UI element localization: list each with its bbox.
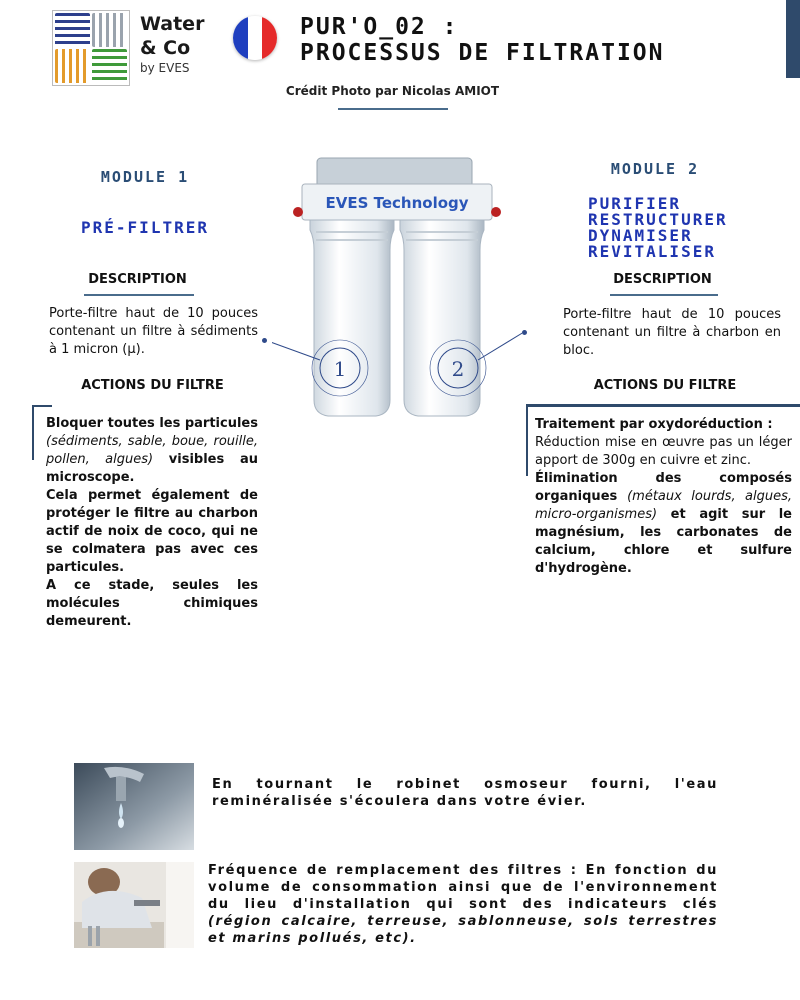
title-line-2: PROCESSUS DE FILTRATION: [300, 40, 665, 66]
replacement-frequency-text: [208, 862, 718, 947]
credit-divider: [338, 108, 448, 110]
brand-line-1: Water: [140, 13, 205, 35]
logo-quadrant-flame-icon: [55, 49, 90, 83]
pointer-dot-left: [262, 338, 267, 343]
module2-actions-heading: ACTIONS DU FILTRE: [593, 378, 737, 393]
french-flag-icon: [233, 16, 277, 60]
page-title: [300, 14, 665, 66]
water-and-co-logo: [52, 10, 130, 86]
module1-actions-bold-1: Bloquer toutes les particules: [46, 416, 258, 431]
plumber-photo: [74, 862, 194, 948]
module2-actions-p1-text: Réduction mise en œuvre pas un léger apport de 300g en cuivre et zinc.: [535, 435, 792, 468]
brand-name: [140, 12, 204, 76]
module1-actions-bold-2: visibles au microscope.: [46, 452, 258, 485]
replacement-frequency-italic: (région calcaire, terreuse, sablonneuse, sols terrestres et marins pollués, etc).: [208, 914, 718, 946]
pointer-dot-right: [522, 330, 527, 335]
brand-line-2: & Co: [140, 37, 191, 59]
corner-accent-bar: [786, 0, 800, 78]
module2-description: Porte-filtre haut de 10 pouces contenant un filtre à charbon en bloc.: [563, 307, 781, 358]
filter-label-2: 2: [451, 357, 465, 381]
filter-brand-text: EVES Technology: [325, 194, 469, 212]
module1-description: Porte-filtre haut de 10 pouces contenant un filtre à sédiments à 1 micron (µ).: [49, 306, 258, 357]
brand-by: by EVES: [140, 61, 190, 75]
module1-description-divider: [84, 294, 194, 296]
logo-quadrant-leaf-icon: [92, 49, 127, 83]
faucet-photo: [74, 763, 194, 850]
module2-subtitle: [588, 196, 788, 260]
title-line-1: PUR'O_02 :: [300, 14, 459, 40]
module1-actions-italic: (sédiments, sable, boue, rouille, pollen, algues): [46, 434, 258, 467]
module2-subtitle-line-3: DYNAMISER: [588, 226, 693, 245]
module2-actions-p2-bold-2: et agit sur le magnésium, les carbonates de calcium, chlore et sulfure d'hydrogène.: [535, 507, 792, 576]
photo-credit: Crédit Photo par Nicolas AMIOT: [285, 84, 500, 98]
logo-quadrant-steam-icon: [92, 13, 127, 47]
module2-actions-p2-bold-1: Élimination des composés organiques: [535, 471, 792, 504]
module1-description-heading: DESCRIPTION: [88, 272, 187, 287]
filter-label-1: 1: [333, 357, 347, 381]
faucet-text: En tournant le robinet osmoseur fourni, l'eau reminéralisée s'écoulera dans votre évier.: [212, 777, 718, 809]
module1-actions: [46, 415, 258, 631]
module2-subtitle-line-1: PURIFIER: [588, 194, 682, 213]
module2-description-divider: [610, 294, 718, 296]
module2-description-heading: DESCRIPTION: [613, 272, 712, 287]
water-filter-image: [272, 150, 522, 420]
module2-title: MODULE 2: [610, 160, 700, 178]
module2-subtitle-line-4: REVITALISER: [588, 242, 716, 261]
module2-actions: [535, 416, 792, 578]
module1-actions-p3: A ce stade, seules les molécules chimiques demeurent.: [46, 578, 258, 629]
module2-actions-p2-italic: (métaux lourds, algues, micro-organismes): [535, 489, 792, 522]
module1-title: MODULE 1: [100, 168, 190, 186]
logo-quadrant-waves-icon: [55, 13, 90, 47]
module1-actions-p2: Cela permet également de protéger le filtre au charbon actif de noix de coco, qui ne se colmatera pas avec ces particules.: [46, 488, 258, 575]
module1-actions-heading: ACTIONS DU FILTRE: [81, 378, 224, 393]
replacement-frequency-main: Fréquence de remplacement des filtres : En fonction du volume de consommation ainsi que de l'environnement du lieu d'installation qui sont des indicateurs clés: [208, 863, 718, 912]
module1-subtitle: PRÉ-FILTRER: [81, 218, 209, 237]
module2-subtitle-line-2: RESTRUCTURER: [588, 210, 728, 229]
module2-actions-p1-bold: Traitement par oxydoréduction :: [535, 417, 773, 432]
